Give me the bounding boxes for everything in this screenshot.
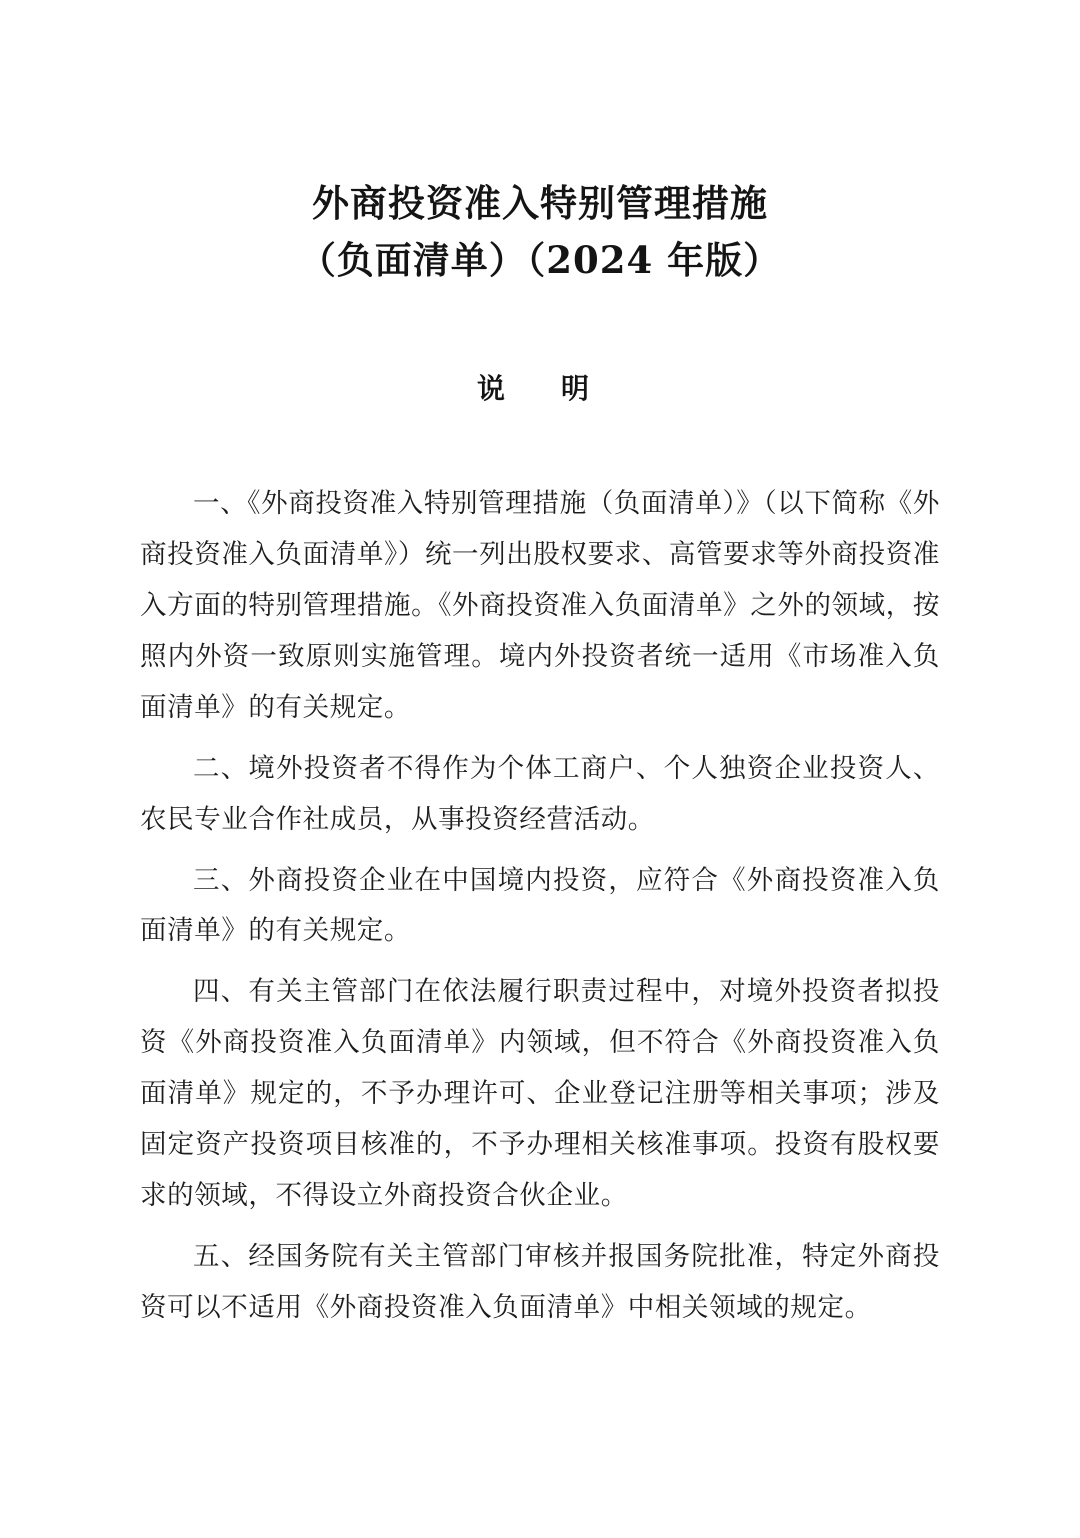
paragraph-5: 五、经国务院有关主管部门审核并报国务院批准，特定外商投资可以不适用《外商投资准入负面清单》中相关领域的规定。	[140, 1240, 940, 1323]
paragraph-3: 三、外商投资企业在中国境内投资，应符合《外商投资准入负面清单》的有关规定。	[140, 864, 940, 947]
paragraph-2: 二、境外投资者不得作为个体工商户、个人独资企业投资人、农民专业合作社成员，从事投资经营活动。	[140, 752, 940, 835]
page-title-line-2: （负面清单）（2024 年版）	[298, 238, 782, 283]
page-title	[140, 175, 940, 290]
paragraph-1: 一、《外商投资准入特别管理措施（负面清单）》（以下简称《外商投资准入负面清单》）统一列出股权要求、高管要求等外商投资准入方面的特别管理措施。《外商投资准入负面清单》之外的领域，按照内外资一致原则实施管理。境内外投资者统一适用《市场准入负面清单》的有关规定。	[140, 488, 940, 723]
body-copy	[140, 479, 940, 1333]
page-title-line-1: 外商投资准入特别管理措施	[312, 180, 768, 225]
section-heading: 说 明	[476, 372, 603, 406]
paragraph-4: 四、有关主管部门在依法履行职责过程中，对境外投资者拟投资《外商投资准入负面清单》内领域，但不符合《外商投资准入负面清单》规定的，不予办理许可、企业登记注册等相关事项；涉及固定资产投资项目核准的，不予办理相关核准事项。投资有股权要求的领域，不得设立外商投资合伙企业。	[140, 976, 940, 1211]
